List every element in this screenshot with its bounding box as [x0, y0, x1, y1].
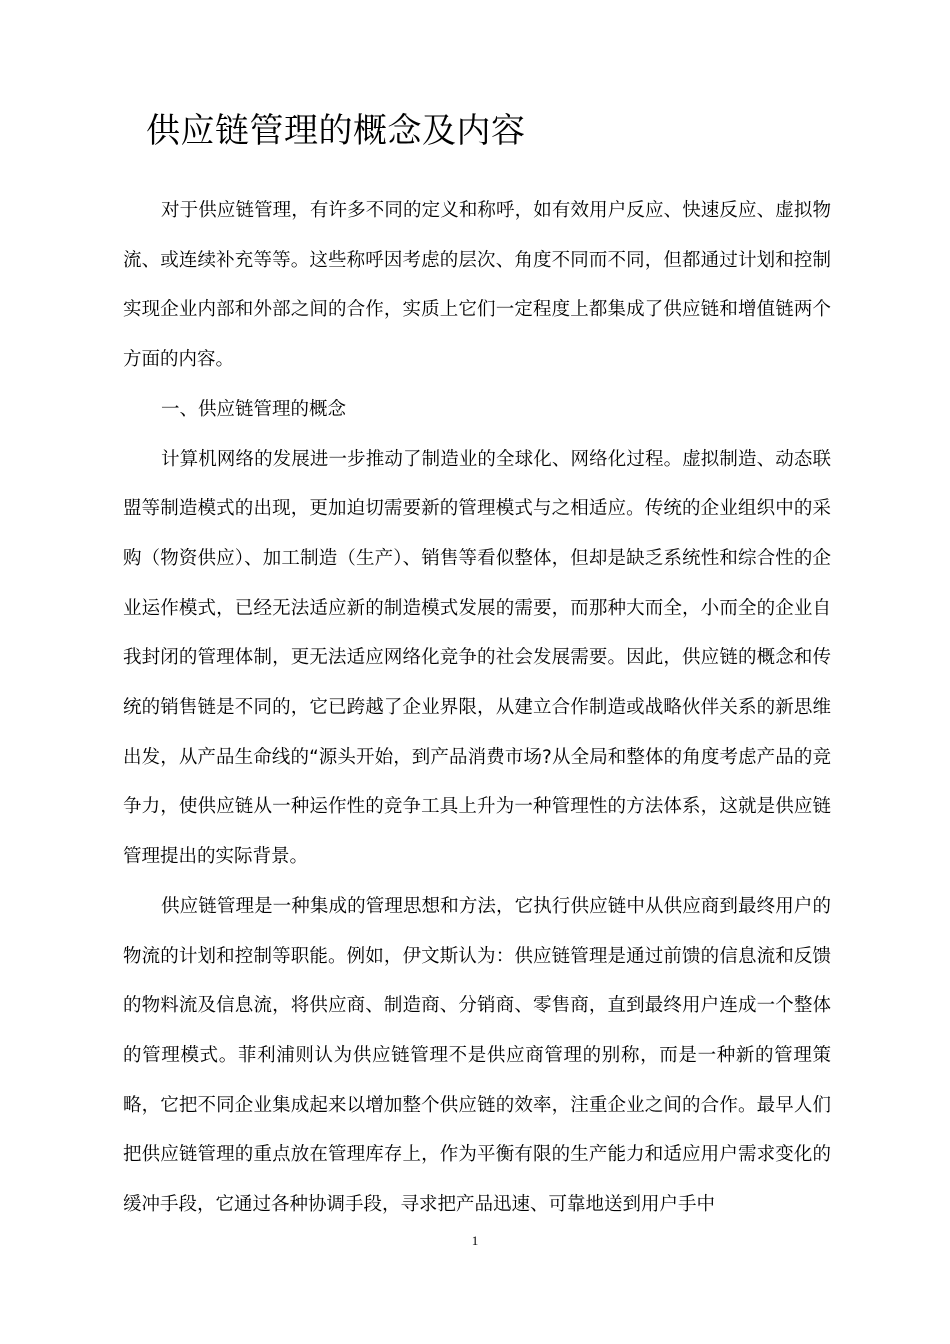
- document-body: [123, 186, 831, 1230]
- paragraph-definition: 供应链管理是一种集成的管理思想和方法，它执行供应链中从供应商到最终用户的物流的计划和控制等职能。例如，伊文斯认为：供应链管理是通过前馈的信息流和反馈的物料流及信息流，将供应商、制造商、分销商、零售商，直到最终用户连成一个整体的管理模式。菲利浦则认为供应链管理不是供应商管理的别称，而是一种新的管理策略，它把不同企业集成起来以增加整个供应链的效率，注重企业之间的合作。最早人们把供应链管理的重点放在管理库存上，作为平衡有限的生产能力和适应用户需求变化的缓冲手段，它通过各种协调手段，寻求把产品迅速、可靠地送到用户手中: [123, 895, 831, 1216]
- paragraph-intro: 对于供应链管理，有许多不同的定义和称呼，如有效用户反应、快速反应、虚拟物流、或连续补充等等。这些称呼因考虑的层次、角度不同而不同，但都通过计划和控制实现企业内部和外部之间的合作，实质上它们一定程度上都集成了供应链和增值链两个方面的内容。: [123, 200, 831, 371]
- document-title: 供应链管理的概念及内容: [146, 111, 526, 151]
- page-number: 1: [471, 1233, 479, 1248]
- paragraph-background: 计算机网络的发展进一步推动了制造业的全球化、网络化过程。虚拟制造、动态联盟等制造模式的出现，更加迫切需要新的管理模式与之相适应。传统的企业组织中的采购（物资供应）、加工制造（生产）、销售等看似整体，但却是缺乏系统性和综合性的企业运作模式，已经无法适应新的制造模式发展的需要，而那种大而全，小而全的企业自我封闭的管理体制，更无法适应网络化竞争的社会发展需要。因此，供应链的概念和传统的销售链是不同的，它已跨越了企业界限，从建立合作制造或战略伙伴关系的新思维出发，从产品生命线的“源头开始，到产品消费市场?从全局和整体的角度考虑产品的竞争力，使供应链从一种运作性的竞争工具上升为一种管理性的方法体系，这就是供应链管理提出的实际背景。: [123, 448, 831, 868]
- section-heading-concept: 一、供应链管理的概念: [161, 398, 347, 420]
